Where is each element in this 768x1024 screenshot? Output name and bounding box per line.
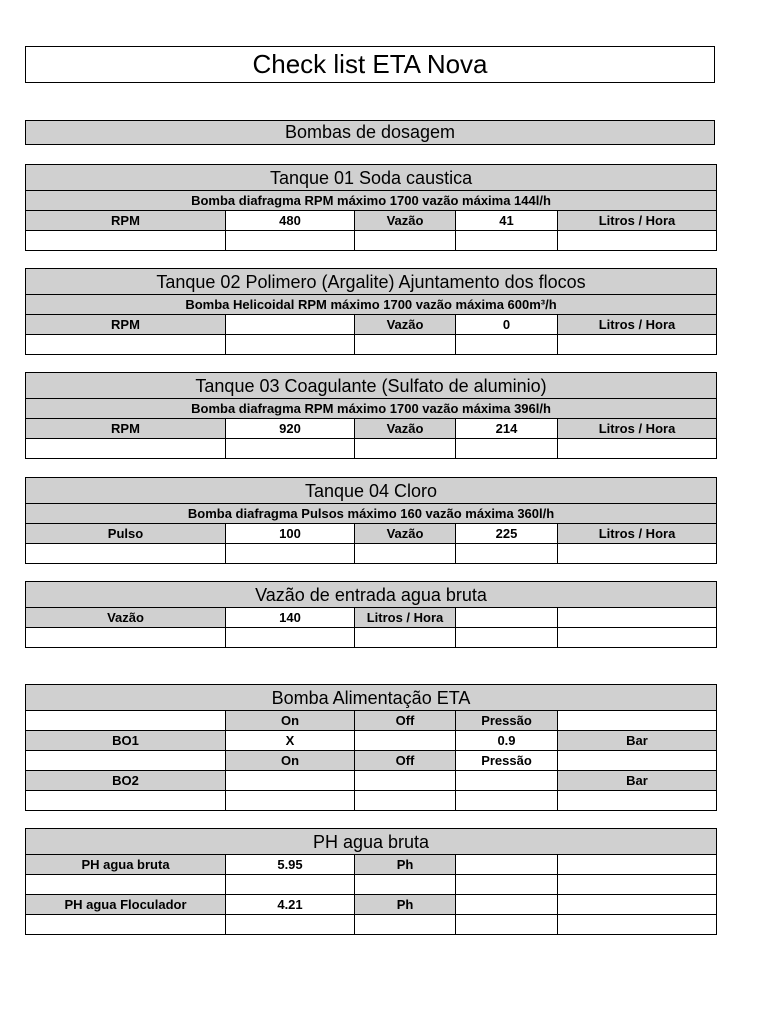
empty-cell[interactable] [456,628,558,648]
pump-spec: Bomba Helicoidal RPM máximo 1700 vazão máxima 600m³/h [26,295,717,315]
bo1-pressure-unit: Bar [558,731,717,751]
empty-cell[interactable] [226,875,355,895]
empty-cell[interactable] [355,915,456,935]
flow-unit: Litros / Hora [558,211,717,231]
ph-floc-label: PH agua Floculador [26,895,226,915]
empty-cell[interactable] [456,608,558,628]
pressure-header: Pressão [456,751,558,771]
empty-cell[interactable] [456,231,558,251]
inflow-value[interactable]: 140 [226,608,355,628]
ph-title: PH agua bruta [26,829,717,855]
ph-raw-unit: Ph [355,855,456,875]
empty-cell [558,751,717,771]
flow-unit: Litros / Hora [558,524,717,544]
empty-cell [26,751,226,771]
rpm-label: RPM [26,315,226,335]
empty-cell [558,711,717,731]
tank-02-table [25,268,717,355]
off-header: Off [355,751,456,771]
flow-label: Vazão [355,211,456,231]
empty-cell[interactable] [226,231,355,251]
pump-spec: Bomba diafragma Pulsos máximo 160 vazão máxima 360l/h [26,504,717,524]
tank-title: Tanque 04 Cloro [26,478,717,504]
bo2-off-cell[interactable] [355,771,456,791]
bo2-pressure-value[interactable] [456,771,558,791]
inflow-table [25,581,717,648]
flow-value[interactable]: 214 [456,419,558,439]
empty-cell[interactable] [558,875,717,895]
empty-cell[interactable] [355,544,456,564]
empty-cell[interactable] [26,915,226,935]
empty-cell[interactable] [26,439,226,459]
bo2-on-cell[interactable] [226,771,355,791]
empty-cell[interactable] [456,855,558,875]
empty-cell[interactable] [456,875,558,895]
empty-cell[interactable] [558,608,717,628]
pulse-label: Pulso [26,524,226,544]
pump-spec: Bomba diafragma RPM máximo 1700 vazão máxima 144l/h [26,191,717,211]
empty-cell[interactable] [456,544,558,564]
rpm-label: RPM [26,419,226,439]
pulse-value[interactable]: 100 [226,524,355,544]
on-header: On [226,711,355,731]
empty-cell[interactable] [558,915,717,935]
ph-floc-unit: Ph [355,895,456,915]
empty-cell[interactable] [226,915,355,935]
empty-cell[interactable] [558,791,717,811]
ph-floc-value[interactable]: 4.21 [226,895,355,915]
empty-cell[interactable] [226,628,355,648]
empty-cell[interactable] [226,335,355,355]
flow-label: Vazão [355,524,456,544]
rpm-label: RPM [26,211,226,231]
flow-unit: Litros / Hora [558,419,717,439]
on-header: On [226,751,355,771]
flow-label: Vazão [355,419,456,439]
empty-cell[interactable] [456,791,558,811]
empty-cell[interactable] [558,231,717,251]
empty-cell[interactable] [26,335,226,355]
tank-title: Tanque 03 Coagulante (Sulfato de aluminio) [26,373,717,399]
rpm-value[interactable]: 480 [226,211,355,231]
empty-cell[interactable] [355,335,456,355]
empty-cell[interactable] [26,791,226,811]
section-heading: Bombas de dosagem [25,120,715,145]
rpm-value[interactable]: 920 [226,419,355,439]
bo1-label: BO1 [26,731,226,751]
empty-cell[interactable] [558,335,717,355]
tank-title: Tanque 01 Soda caustica [26,165,717,191]
tank-01-table [25,164,717,251]
bo2-label: BO2 [26,771,226,791]
ph-raw-value[interactable]: 5.95 [226,855,355,875]
tank-04-table [25,477,717,564]
empty-cell[interactable] [456,895,558,915]
rpm-value[interactable] [226,315,355,335]
inflow-unit: Litros / Hora [355,608,456,628]
empty-cell[interactable] [26,628,226,648]
flow-label: Vazão [355,315,456,335]
flow-value[interactable]: 225 [456,524,558,544]
bo1-pressure-value[interactable]: 0.9 [456,731,558,751]
empty-cell[interactable] [26,544,226,564]
flow-value[interactable]: 41 [456,211,558,231]
empty-cell[interactable] [355,628,456,648]
empty-cell[interactable] [355,791,456,811]
ph-table [25,828,717,935]
tank-03-table [25,372,717,459]
empty-cell[interactable] [26,875,226,895]
empty-cell[interactable] [558,628,717,648]
empty-cell[interactable] [226,791,355,811]
empty-cell[interactable] [355,439,456,459]
tank-title: Tanque 02 Polimero (Argalite) Ajuntamento dos flocos [26,269,717,295]
bo1-off-cell[interactable] [355,731,456,751]
inflow-title: Vazão de entrada agua bruta [26,582,717,608]
flow-unit: Litros / Hora [558,315,717,335]
empty-cell[interactable] [456,439,558,459]
empty-cell[interactable] [558,544,717,564]
empty-cell[interactable] [355,231,456,251]
empty-cell[interactable] [226,439,355,459]
inflow-label: Vazão [26,608,226,628]
empty-cell [26,711,226,731]
ph-raw-label: PH agua bruta [26,855,226,875]
empty-cell[interactable] [558,855,717,875]
empty-cell[interactable] [226,544,355,564]
empty-cell[interactable] [26,231,226,251]
empty-cell[interactable] [456,335,558,355]
empty-cell[interactable] [355,875,456,895]
empty-cell[interactable] [558,439,717,459]
pump-spec: Bomba diafragma RPM máximo 1700 vazão máxima 396l/h [26,399,717,419]
off-header: Off [355,711,456,731]
flow-value[interactable]: 0 [456,315,558,335]
pressure-header: Pressão [456,711,558,731]
pump-feed-title: Bomba Alimentação ETA [26,685,717,711]
bo1-on-cell[interactable]: X [226,731,355,751]
page-title: Check list ETA Nova [25,46,715,83]
pump-feed-table [25,684,717,811]
bo2-pressure-unit: Bar [558,771,717,791]
empty-cell[interactable] [456,915,558,935]
empty-cell[interactable] [558,895,717,915]
